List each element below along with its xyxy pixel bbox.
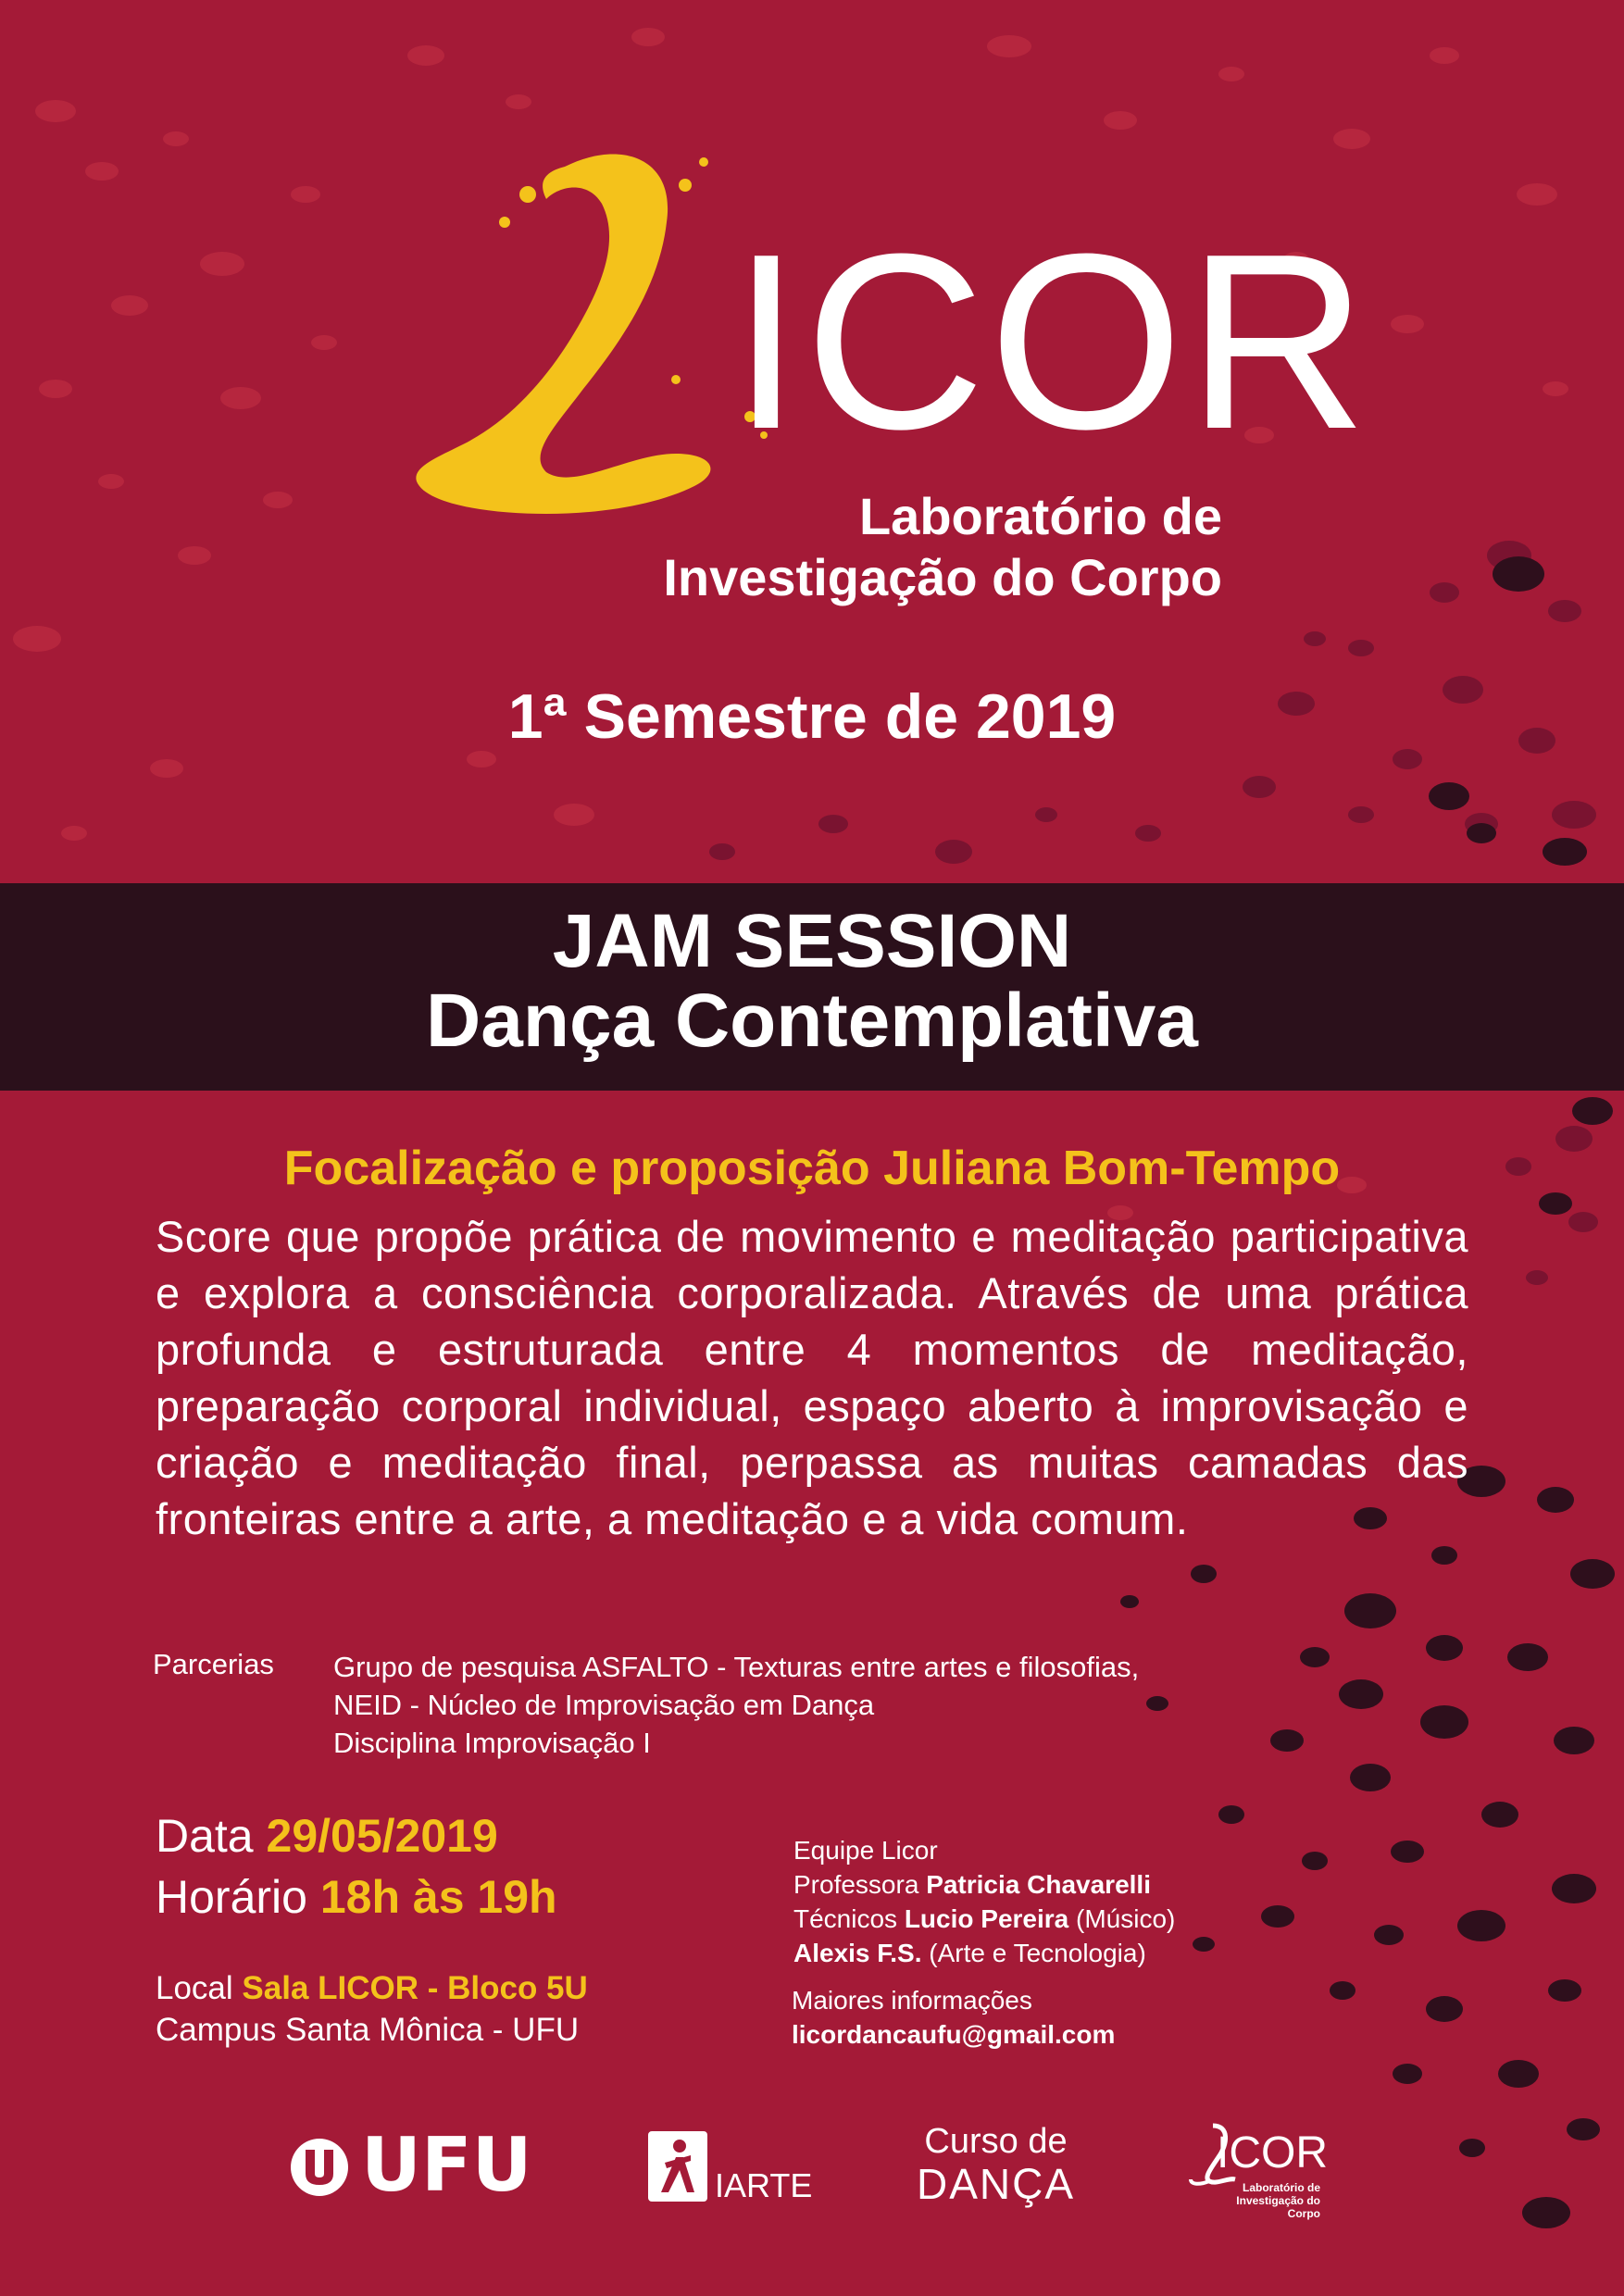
location [156, 1967, 588, 2051]
logo-subtitle-line2: Investigação do Corpo [663, 548, 1222, 606]
licor-small-subtitle-line2: Investigação do Corpo [1236, 2194, 1320, 2220]
curso-danca-logo [917, 2120, 1076, 2208]
tech2-name: Alexis F.S. [793, 1939, 922, 1967]
licor-logo-swirl-icon [398, 148, 787, 537]
date-label: Data [156, 1810, 254, 1862]
tech1-name: Lucio Pereira [904, 1904, 1069, 1933]
team-tech1 [793, 1902, 1175, 1936]
licor-logo-wordmark: ICOR [731, 203, 1371, 481]
location-line [156, 1967, 588, 2009]
partner-item: Grupo de pesquisa ASFALTO - Texturas entre artes e filosofias, [333, 1651, 1140, 1683]
time-line [156, 1866, 557, 1928]
tech2-note: (Arte e Tecnologia) [929, 1939, 1146, 1967]
partner-item: Disciplina Improvisação I [333, 1727, 651, 1759]
team-tech2 [793, 1936, 1175, 1970]
curso-line1: Curso de [924, 2122, 1068, 2161]
time-value: 18h às 19h [319, 1871, 557, 1923]
contact-email[interactable]: licordancaufu@gmail.com [792, 2020, 1116, 2049]
ufu-logo-text: UFU [361, 2122, 532, 2208]
partners-label: Parcerias [153, 1648, 274, 1680]
iarte-emblem-icon [648, 2131, 707, 2202]
info-heading: Maiores informações [792, 1986, 1032, 2015]
schedule [156, 1805, 557, 1928]
campus-line: Campus Santa Mônica - UFU [156, 2012, 580, 2048]
location-value: Sala LICOR - Bloco 5U [242, 1970, 588, 2006]
footer-logos [0, 2111, 1624, 2240]
date-value: 29/05/2019 [266, 1810, 498, 1862]
team-credits [793, 1833, 1175, 1970]
licor-small-wordmark: ICOR [1217, 2128, 1328, 2177]
partners-list [333, 1648, 1139, 1762]
event-title: JAM SESSION [552, 899, 1072, 983]
date-line [156, 1805, 557, 1866]
tech1-note: (Músico) [1076, 1904, 1176, 1933]
professor-role: Professora [793, 1870, 919, 1899]
more-info [792, 1983, 1115, 2052]
partner-item: NEID - Núcleo de Improvisação em Dança [333, 1689, 875, 1721]
location-label: Local [156, 1970, 233, 2006]
event-subtitle: Dança Contemplativa [426, 979, 1198, 1063]
licor-small-subtitle [1209, 2181, 1320, 2220]
ufu-emblem-icon [289, 2137, 350, 2198]
title-band [0, 883, 1624, 1091]
iarte-logo-text: IARTE [715, 2166, 813, 2204]
professor-name: Patricia Chavarelli [926, 1870, 1151, 1899]
tech-role: Técnicos [793, 1904, 898, 1933]
logo-subtitle-line1: Laboratório de [858, 487, 1222, 545]
time-label: Horário [156, 1871, 307, 1923]
licor-small-subtitle-line1: Laboratório de [1242, 2181, 1320, 2194]
semester-heading: 1ª Semestre de 2019 [507, 681, 1117, 752]
licor-logo-subtitle [663, 486, 1222, 608]
team-professor [793, 1867, 1175, 1902]
event-description: Score que propõe prática de movimento e meditação participativa e explora a consciência corporalizada. Através de uma prática profunda e estruturada entre 4 momentos de meditação, preparação corporal individual, espaço aberto à improvisação e criação e meditação final, perpassa as muitas camadas das fronteiras entre a arte, a meditação e a vida comum. [156, 1212, 1468, 1543]
licor-small-logo [1185, 2120, 1333, 2222]
team-heading: Equipe Licor [793, 1836, 938, 1865]
focalization-credit: Focalização e proposição Juliana Bom-Tempo [283, 1142, 1341, 1195]
curso-line2: DANÇA [917, 2160, 1076, 2208]
